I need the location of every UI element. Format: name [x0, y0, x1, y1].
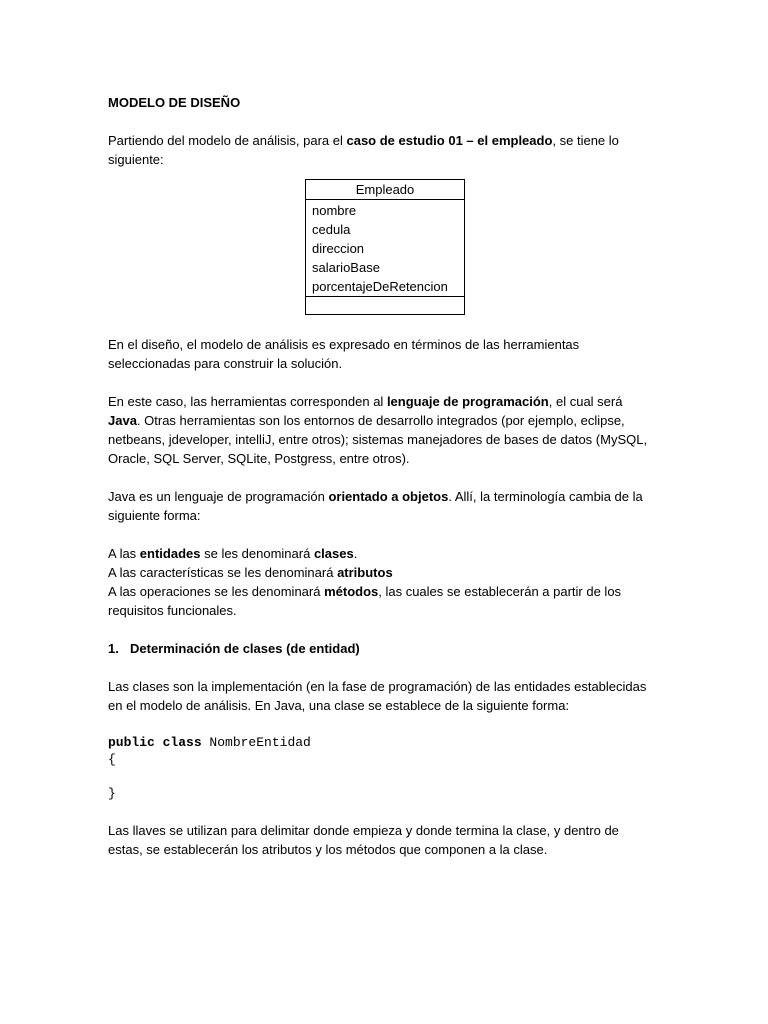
- term-line-attributes: [108, 563, 648, 582]
- java-bold: orientado a objetos: [328, 489, 449, 504]
- java-text: Java es un lenguaje de programación: [108, 489, 329, 504]
- intro-bold: caso de estudio 01 – el empleado: [346, 133, 553, 148]
- section-number: 1.: [108, 641, 119, 656]
- document-title: MODELO DE DISEÑO: [108, 95, 241, 110]
- intro-text: Partiendo del modelo de análisis, para el: [108, 133, 347, 148]
- document-page: [108, 93, 648, 878]
- java-text-end: . Allí, la terminología cambia de la siguiente forma:: [108, 489, 643, 523]
- uml-operations: [306, 297, 464, 314]
- code-snippet: [108, 734, 648, 802]
- term-text: A las características se les denominará: [108, 565, 338, 580]
- term-text: .: [353, 546, 358, 561]
- term-line-methods: [108, 582, 648, 620]
- code-line: [108, 734, 648, 751]
- braces-paragraph: Las llaves se utilizan para delimitar donde empieza y donde termina la clase, y dentro de estas, se establecerán los atributos y los métodos que componen a la clase.: [108, 823, 619, 857]
- term-text: A las: [108, 546, 140, 561]
- code-keyword: public class: [108, 735, 202, 750]
- intro-text-end: , se tiene lo siguiente:: [108, 133, 619, 167]
- term-line-entities: [108, 544, 648, 563]
- intro-paragraph: [108, 131, 648, 169]
- term-text: , las cuales se establecerán a partir de los requisitos funcionales.: [108, 584, 622, 618]
- section-heading: [108, 639, 648, 658]
- term-bold: atributos: [337, 565, 393, 580]
- terms-block: [108, 544, 648, 620]
- java-paragraph: [108, 487, 648, 525]
- term-bold: entidades: [139, 546, 201, 561]
- uml-attribute: porcentajeDeRetencion: [312, 279, 448, 294]
- tools-text-mid: , el cual será: [548, 394, 623, 409]
- uml-attribute: nombre: [312, 203, 357, 218]
- code-close-brace: }: [108, 786, 116, 801]
- term-text: se les denominará: [200, 546, 314, 561]
- tools-text: En este caso, las herramientas corresponden al: [108, 394, 387, 409]
- tools-paragraph: [108, 392, 648, 468]
- term-bold: métodos: [324, 584, 379, 599]
- uml-attributes: [306, 200, 464, 297]
- code-class-name: NombreEntidad: [201, 735, 311, 750]
- classes-paragraph: Las clases son la implementación (en la fase de programación) de las entidades establecidas en el modelo de análisis. En Java, una clase se establece de la siguiente forma:: [108, 679, 647, 713]
- tools-bold: lenguaje de programación: [386, 394, 549, 409]
- uml-class-name: Empleado: [306, 180, 464, 200]
- term-text: A las operaciones se les denominará: [108, 584, 325, 599]
- code-empty-line: [108, 768, 648, 785]
- term-bold: clases: [313, 546, 354, 561]
- tools-text-end: . Otras herramientas son los entornos de desarrollo integrados (por ejemplo, eclipse, netbeans, jdeveloper, intelliJ, entre otros); sistemas manejadores de bases de datos (MySQL, Oracle, SQL Server, SQLite, Postgress, entre otros).: [108, 413, 648, 466]
- uml-attribute: salarioBase: [312, 260, 380, 275]
- uml-class-diagram: [305, 179, 465, 315]
- uml-attribute: direccion: [312, 241, 365, 256]
- design-paragraph: En el diseño, el modelo de análisis es expresado en términos de las herramientas seleccionadas para construir la solución.: [108, 337, 580, 371]
- tools-bold-java: Java: [108, 413, 137, 428]
- section-title: Determinación de clases (de entidad): [130, 641, 360, 656]
- uml-attribute: cedula: [312, 222, 351, 237]
- code-open-brace: {: [108, 752, 116, 767]
